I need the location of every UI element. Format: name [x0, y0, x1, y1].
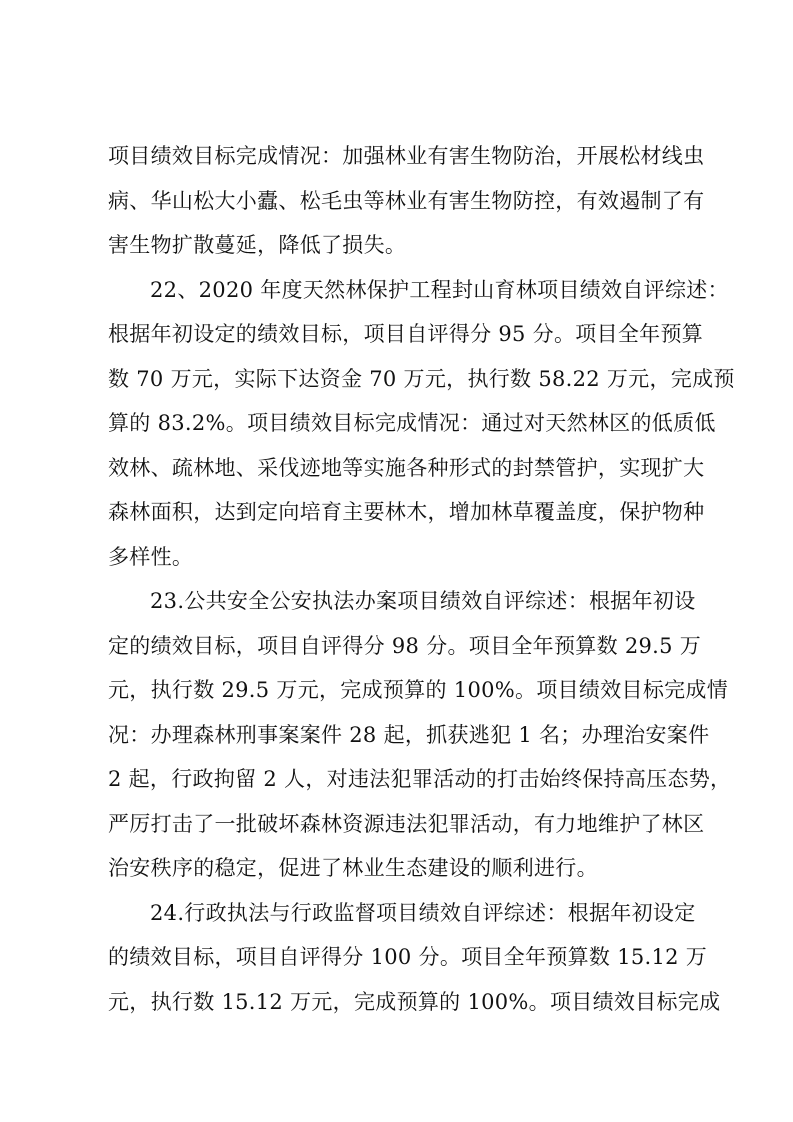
body-text-line: 多样性。	[108, 545, 194, 569]
body-text-line: 的绩效目标，项目自评得分 100 分。项目全年预算数 15.12 万	[108, 945, 708, 969]
item-24-heading-line: 24.行政执法与行政监督项目绩效自评综述：根据年初设定	[150, 901, 696, 925]
body-text-line: 效林、疏林地、采伐迹地等实施各种形式的封禁管护，实现扩大	[108, 456, 705, 480]
body-text-line: 项目绩效目标完成情况：加强林业有害生物防治，开展松材线虫	[108, 144, 705, 168]
body-text-line: 治安秩序的稳定，促进了林业生态建设的顺利进行。	[108, 856, 598, 880]
item-23-heading-line: 23.公共安全公安执法办案项目绩效自评综述：根据年初设	[150, 589, 696, 613]
body-text-line: 病、华山松大小蠹、松毛虫等林业有害生物防控，有效遏制了有	[108, 189, 705, 213]
body-text-line: 根据年初设定的绩效目标，项目自评得分 95 分。项目全年预算	[108, 322, 704, 346]
body-text-line: 数 70 万元，实际下达资金 70 万元，执行数 58.22 万元，完成预	[108, 367, 735, 391]
item-22-heading-line: 22、2020 年度天然林保护工程封山育林项目绩效自评综述：	[150, 278, 729, 302]
body-text-line: 况：办理森林刑事案案件 28 起，抓获逃犯 1 名；办理治安案件	[108, 723, 710, 747]
body-text-line: 元，执行数 15.12 万元，完成预算的 100%。项目绩效目标完成	[108, 990, 721, 1014]
body-text-line: 严厉打击了一批破坏森林资源违法犯罪活动，有力地维护了林区	[108, 812, 705, 836]
body-text-line: 算的 83.2%。项目绩效目标完成情况：通过对天然林区的低质低	[108, 411, 716, 435]
body-text-line: 2 起，行政拘留 2 人，对违法犯罪活动的打击始终保持高压态势，	[108, 767, 732, 791]
body-text-line: 害生物扩散蔓延，降低了损失。	[108, 233, 407, 257]
body-text-line: 森林面积，达到定向培育主要林木，增加林草覆盖度，保护物种	[108, 500, 705, 524]
body-text-line: 元，执行数 29.5 万元，完成预算的 100%。项目绩效目标完成情	[108, 678, 729, 702]
body-text-line: 定的绩效目标，项目自评得分 98 分。项目全年预算数 29.5 万	[108, 634, 702, 658]
